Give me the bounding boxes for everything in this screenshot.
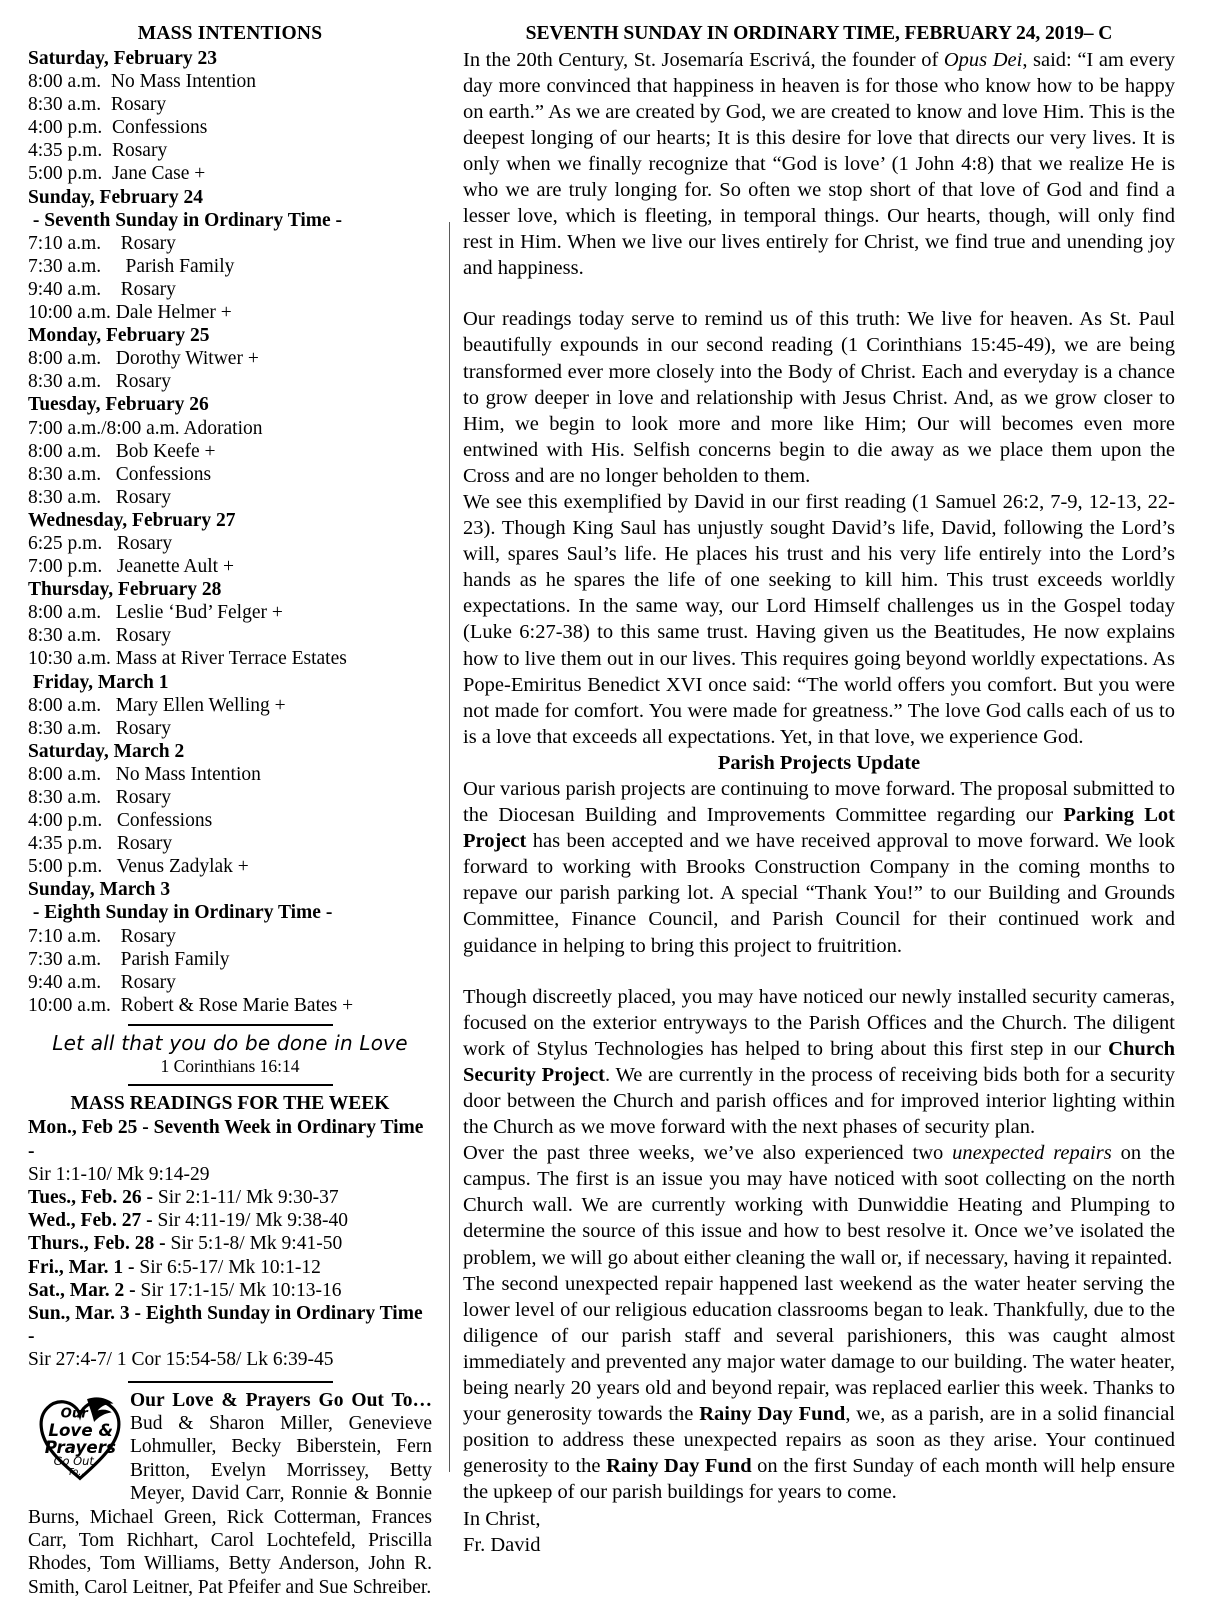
mass-time-entry: 8:00 a.m. Bob Keefe + xyxy=(28,440,216,462)
svg-text:To...: To... xyxy=(67,1466,88,1478)
mass-day-subheading: - Eighth Sunday in Ordinary Time - xyxy=(28,902,333,924)
mass-day-heading: Wednesday, February 27 xyxy=(28,509,236,531)
mass-intentions-list xyxy=(28,47,432,1017)
mass-time-entry: 4:35 p.m. Rosary xyxy=(28,140,168,162)
love-and-prayers-heart-icon xyxy=(36,1391,124,1483)
opus-dei-emphasis: Opus Dei xyxy=(943,48,1023,71)
left-column xyxy=(28,22,432,1599)
heater-text-a: The second unexpected repair happened last weekend as the water heater serving the lower level of our religious education classrooms began to leak. Thankfully, due to the diligence of our parish staff and several parishioners, this was caught almost immediately and prevented any major water damage to our building. The water heater, being nearly 20 years old and beyond repair, was replaced earlier this week. Thanks to your generosity towards the xyxy=(463,1272,1175,1426)
security-text-c: . We are currently in the process of receiving bids both for a security door between the Church and parish offices and for improved interior lighting within the Church as we move forward with the next phases of security plan. xyxy=(463,1063,1175,1139)
heater-text-d: on the first Sunday of each month will help ensure the upkeep of our parish buildings for years to come. xyxy=(463,1455,1175,1504)
heater-text-c: , we, as a parish, are in a solid financial position to address these unexpected repairs as soon as they arise. Your continued generosity to the xyxy=(463,1403,1175,1478)
svg-text:Prayers: Prayers xyxy=(44,1436,116,1457)
reading-day-label: Tues., Feb. 26 - xyxy=(28,1186,153,1208)
mass-time-entry: 8:00 a.m. Mary Ellen Welling + xyxy=(28,694,286,716)
reading-entry xyxy=(28,1256,432,1279)
mass-readings-title: MASS READINGS FOR THE WEEK xyxy=(70,1092,390,1114)
security-text-a: Though discreetly placed, you may have noticed our newly installed security cameras, focused on the exterior entryways to the Parish Offices and the Church. The diligent work of Stylus Technologies has helped to bring about this first step in our xyxy=(463,985,1175,1060)
reading-day-label: Mon., Feb 25 - Seventh Week in Ordinary Time - xyxy=(28,1117,424,1162)
reading-citation: Sir 1:1-10/ Mk 9:14-29 xyxy=(28,1163,210,1185)
reading-citation: Sir 6:5-17/ Mk 10:1-12 xyxy=(134,1256,321,1278)
reading-entry xyxy=(28,1279,432,1302)
paragraph-readings-reflection: Our readings today serve to remind us of this truth: We live for heaven. As St. Paul beautifully expounds in our second reading (1 Corinthians 15:45-49), we are being transformed ever more closely into the Body of Christ. Each and everyday is a chance to grow deeper in love and relationship with Jesus Christ. And, as we grow closer to Him, we begin to look more and more like Him; Our will becomes even more entwined with His. Selfish concerns begin to die away as we place them upon the Cross and are no longer beholden to them. xyxy=(463,308,1175,487)
svg-text:Love &: Love & xyxy=(48,1419,114,1440)
intro-text-a: In the 20th Century, St. Josemaría Escrivá, the founder of xyxy=(463,48,944,71)
mass-time-entry: 6:25 p.m. Rosary xyxy=(28,532,173,554)
mass-time-entry: 8:30 a.m. Rosary xyxy=(28,371,171,393)
mass-day-heading: Saturday, February 23 xyxy=(28,48,218,69)
quote-text: Let all that you do be done in Love xyxy=(52,1030,408,1055)
mass-day-heading: Sunday, February 24 xyxy=(28,186,203,208)
divider-rule-prayers xyxy=(128,1381,333,1383)
mass-time-entry: 8:30 a.m. Rosary xyxy=(28,486,171,508)
mass-time-entry: 7:00 p.m. Jeanette Ault + xyxy=(28,556,234,578)
mass-intentions-title: MASS INTENTIONS xyxy=(137,23,323,44)
reading-entry xyxy=(28,1186,432,1209)
signoff-in-christ: In Christ, xyxy=(463,1507,541,1530)
reading-day-label: Thurs., Feb. 28 - xyxy=(28,1233,166,1255)
mass-time-entry: 9:40 a.m. Rosary xyxy=(28,971,176,993)
paragraph-parking-lot xyxy=(463,776,1175,959)
right-column xyxy=(463,22,1175,1558)
mass-time-entry: 7:30 a.m. Parish Family xyxy=(28,948,230,970)
mass-time-entry: 8:30 a.m. Rosary xyxy=(28,94,167,116)
reading-entry xyxy=(28,1232,432,1255)
mass-time-entry: 4:00 p.m. Confessions xyxy=(28,810,213,832)
rainy-day-fund-bold-2: Rainy Day Fund xyxy=(606,1455,752,1478)
reading-citation: Sir 4:11-19/ Mk 9:38-40 xyxy=(152,1210,348,1232)
paragraph-water-heater xyxy=(463,1271,1175,1506)
signoff-name: Fr. David xyxy=(463,1533,541,1556)
mass-time-entry: 4:00 p.m. Confessions xyxy=(28,117,208,139)
mass-day-heading: Saturday, March 2 xyxy=(28,740,185,762)
reading-citation: Sir 27:4-7/ 1 Cor 15:54-58/ Lk 6:39-45 xyxy=(28,1349,334,1371)
parish-projects-heading: Parish Projects Update xyxy=(717,751,921,774)
reading-day-label: Fri., Mar. 1 - xyxy=(28,1256,135,1278)
mass-time-entry: 10:00 a.m. Dale Helmer + xyxy=(28,302,232,324)
mass-time-entry: 8:00 a.m. No Mass Intention xyxy=(28,71,257,93)
mass-day-heading: Sunday, March 3 xyxy=(28,879,171,901)
mass-time-entry: 8:00 a.m. Dorothy Witwer + xyxy=(28,348,259,370)
mass-day-heading: Monday, February 25 xyxy=(28,325,210,347)
divider-rule-bottom xyxy=(128,1084,333,1086)
prayer-list-block xyxy=(28,1389,432,1599)
mass-time-entry: 7:10 a.m. Rosary xyxy=(28,925,176,947)
mass-day-heading: Friday, March 1 xyxy=(28,671,169,693)
paragraph-security xyxy=(463,984,1175,1141)
reading-day-label: Sun., Mar. 3 - Eighth Sunday in Ordinary Time - xyxy=(28,1302,423,1348)
mass-day-heading: Thursday, February 28 xyxy=(28,579,222,601)
quote-reference: 1 Corinthians 16:14 xyxy=(160,1055,300,1076)
mass-time-entry: 8:30 a.m. Rosary xyxy=(28,717,171,739)
parking-text-c: has been accepted and we have received approval to move forward. We look forward to working with Brooks Construction Company in the coming months to repave our parish parking lot. A special “Thank You!” to our Building and Grounds Committee, Finance Council, and Parish Council for their continued work and guidance in helping to bring this project to fruitrition. xyxy=(463,830,1175,957)
church-security-project-bold: Church Security Project xyxy=(463,1037,1175,1086)
rainy-day-fund-bold-1: Rainy Day Fund xyxy=(699,1403,846,1426)
mass-time-entry: 4:35 p.m. Rosary xyxy=(28,833,173,855)
reading-entry xyxy=(28,1209,432,1232)
mass-time-entry: 10:00 a.m. Robert & Rose Marie Bates + xyxy=(28,994,354,1016)
mass-time-entry: 8:30 a.m. Rosary xyxy=(28,787,171,808)
svg-text:Our: Our xyxy=(60,1406,88,1422)
mass-day-subheading: - Seventh Sunday in Ordinary Time - xyxy=(28,209,343,231)
mass-time-entry: 7:00 a.m./8:00 a.m. Adoration xyxy=(28,417,263,439)
prayer-lead-label: Our Love & Prayers Go Out To… xyxy=(130,1389,432,1411)
reading-entry xyxy=(28,1302,432,1372)
paragraph-spacer-1 xyxy=(463,281,1175,306)
repairs-text-b: on the campus. The first is an issue you may have noticed with soot collecting on the north Church wall. We are currently working with Dunwiddie Heating and Plumping to determine the source of this issue and how to best resolve it. Once we’ve isolated the problem, we will go about either cleaning the wall or, if necessary, having it repainted. xyxy=(463,1142,1175,1269)
bulletin-headline: SEVENTH SUNDAY IN ORDINARY TIME, FEBRUARY 24, 2019– C xyxy=(525,23,1113,44)
column-divider xyxy=(449,222,450,1472)
mass-time-entry: 5:00 p.m. Jane Case + xyxy=(28,163,206,185)
mass-readings-list xyxy=(28,1116,432,1371)
mass-time-entry: 10:30 a.m. Mass at River Terrace Estates xyxy=(28,648,347,670)
mass-time-entry: 8:30 a.m. Confessions xyxy=(28,463,212,485)
prayer-names-text: Bud & Sharon Miller, Genevieve Lohmuller, Becky Biberstein, Fern Britton, Evelyn Morrissey, Betty Meyer, David Carr, Ronnie & Bonnie Burns, Michael Green, Rick Cotterman, Frances Carr, Tom Richhart, Carol Lochtefeld, Priscilla Rhodes, Tom Williams, Betty Anderson, John R. Smith, Carol Leitner, Pat Pfeifer and Sue Schreiber. xyxy=(28,1412,432,1598)
reading-day-label: Sat., Mar. 2 - xyxy=(28,1279,136,1301)
reading-day-label: Wed., Feb. 27 - xyxy=(28,1210,153,1232)
intro-text-b: , said: “I am every day more convinced that happiness in heaven is for those who know how to be happy on earth.” As we are created by God, we are created to know and love Him. This is the deepest longing of our hearts; It is this desire for love that directs our very lives. It is only when we finally recognize that “God is love’ (1 John 4:8) that we realize He is who we are truly longing for. So often we stop short of that love of God and find a lesser love, which is fleeting, in temporal things. Our hearts, though, will only find rest in Him. When we live our lives entirely for Christ, we find true and unending joy and happiness. xyxy=(463,48,1175,280)
mass-time-entry: 5:00 p.m. Venus Zadylak + xyxy=(28,856,249,878)
reading-entry xyxy=(28,1116,432,1186)
svg-text:Go Out: Go Out xyxy=(53,1453,94,1468)
mass-time-entry: 7:30 a.m. Parish Family xyxy=(28,255,235,277)
mass-time-entry: 9:40 a.m. Rosary xyxy=(28,278,176,300)
divider-rule-top xyxy=(128,1024,333,1026)
reading-citation: Sir 5:1-8/ Mk 9:41-50 xyxy=(165,1233,343,1255)
mass-time-entry: 7:10 a.m. Rosary xyxy=(28,232,176,254)
mass-time-entry: 8:00 a.m. Leslie ‘Bud’ Felger + xyxy=(28,602,283,624)
repairs-text-a: Over the past three weeks, we’ve also experienced two xyxy=(463,1142,953,1165)
mass-time-entry: 8:30 a.m. Rosary xyxy=(28,625,171,647)
mass-day-heading: Tuesday, February 26 xyxy=(28,394,209,416)
paragraph-spacer-2 xyxy=(463,959,1175,984)
paragraph-intro xyxy=(463,47,1175,282)
paragraph-unexpected-repairs xyxy=(463,1140,1175,1270)
mass-time-entry: 8:00 a.m. No Mass Intention xyxy=(28,763,261,785)
parking-text-a: Our various parish projects are continuing to move forward. The proposal submitted to the Diocesan Building and Improvements Committee regarding our xyxy=(463,777,1175,827)
reading-citation: Sir 2:1-11/ Mk 9:30-37 xyxy=(152,1186,339,1208)
reading-citation: Sir 17:1-15/ Mk 10:13-16 xyxy=(135,1279,342,1301)
paragraph-david-reflection: We see this exemplified by David in our first reading (1 Samuel 26:2, 7-9, 12-13, 22-23). Though King Saul has unjustly sought David’s life, David, following the Lord’s will, spares Saul’s life. He places his trust and his very life entirely into the Lord’s hands as he spares the life of one seeking to kill him. This trust exceeds worldly expectations. In the same way, our Lord Himself challenges us in the Gospel today (Luke 6:27-38) to this same trust. Having given us the Beatitudes, He now explains how to live them out in our lives. This requires going beyond worldly expectations. As Pope-Emiritus Benedict XVI once said: “The world offers you comfort. But you were not made for comfort. You were made for greatness.” The love God calls each of us to is a love that exceeds all expectations. Yet, in that love, we experience God. xyxy=(463,491,1175,748)
parking-lot-project-bold: Parking Lot Project xyxy=(463,804,1175,853)
unexpected-repairs-emphasis: unexpected repairs xyxy=(952,1142,1112,1165)
